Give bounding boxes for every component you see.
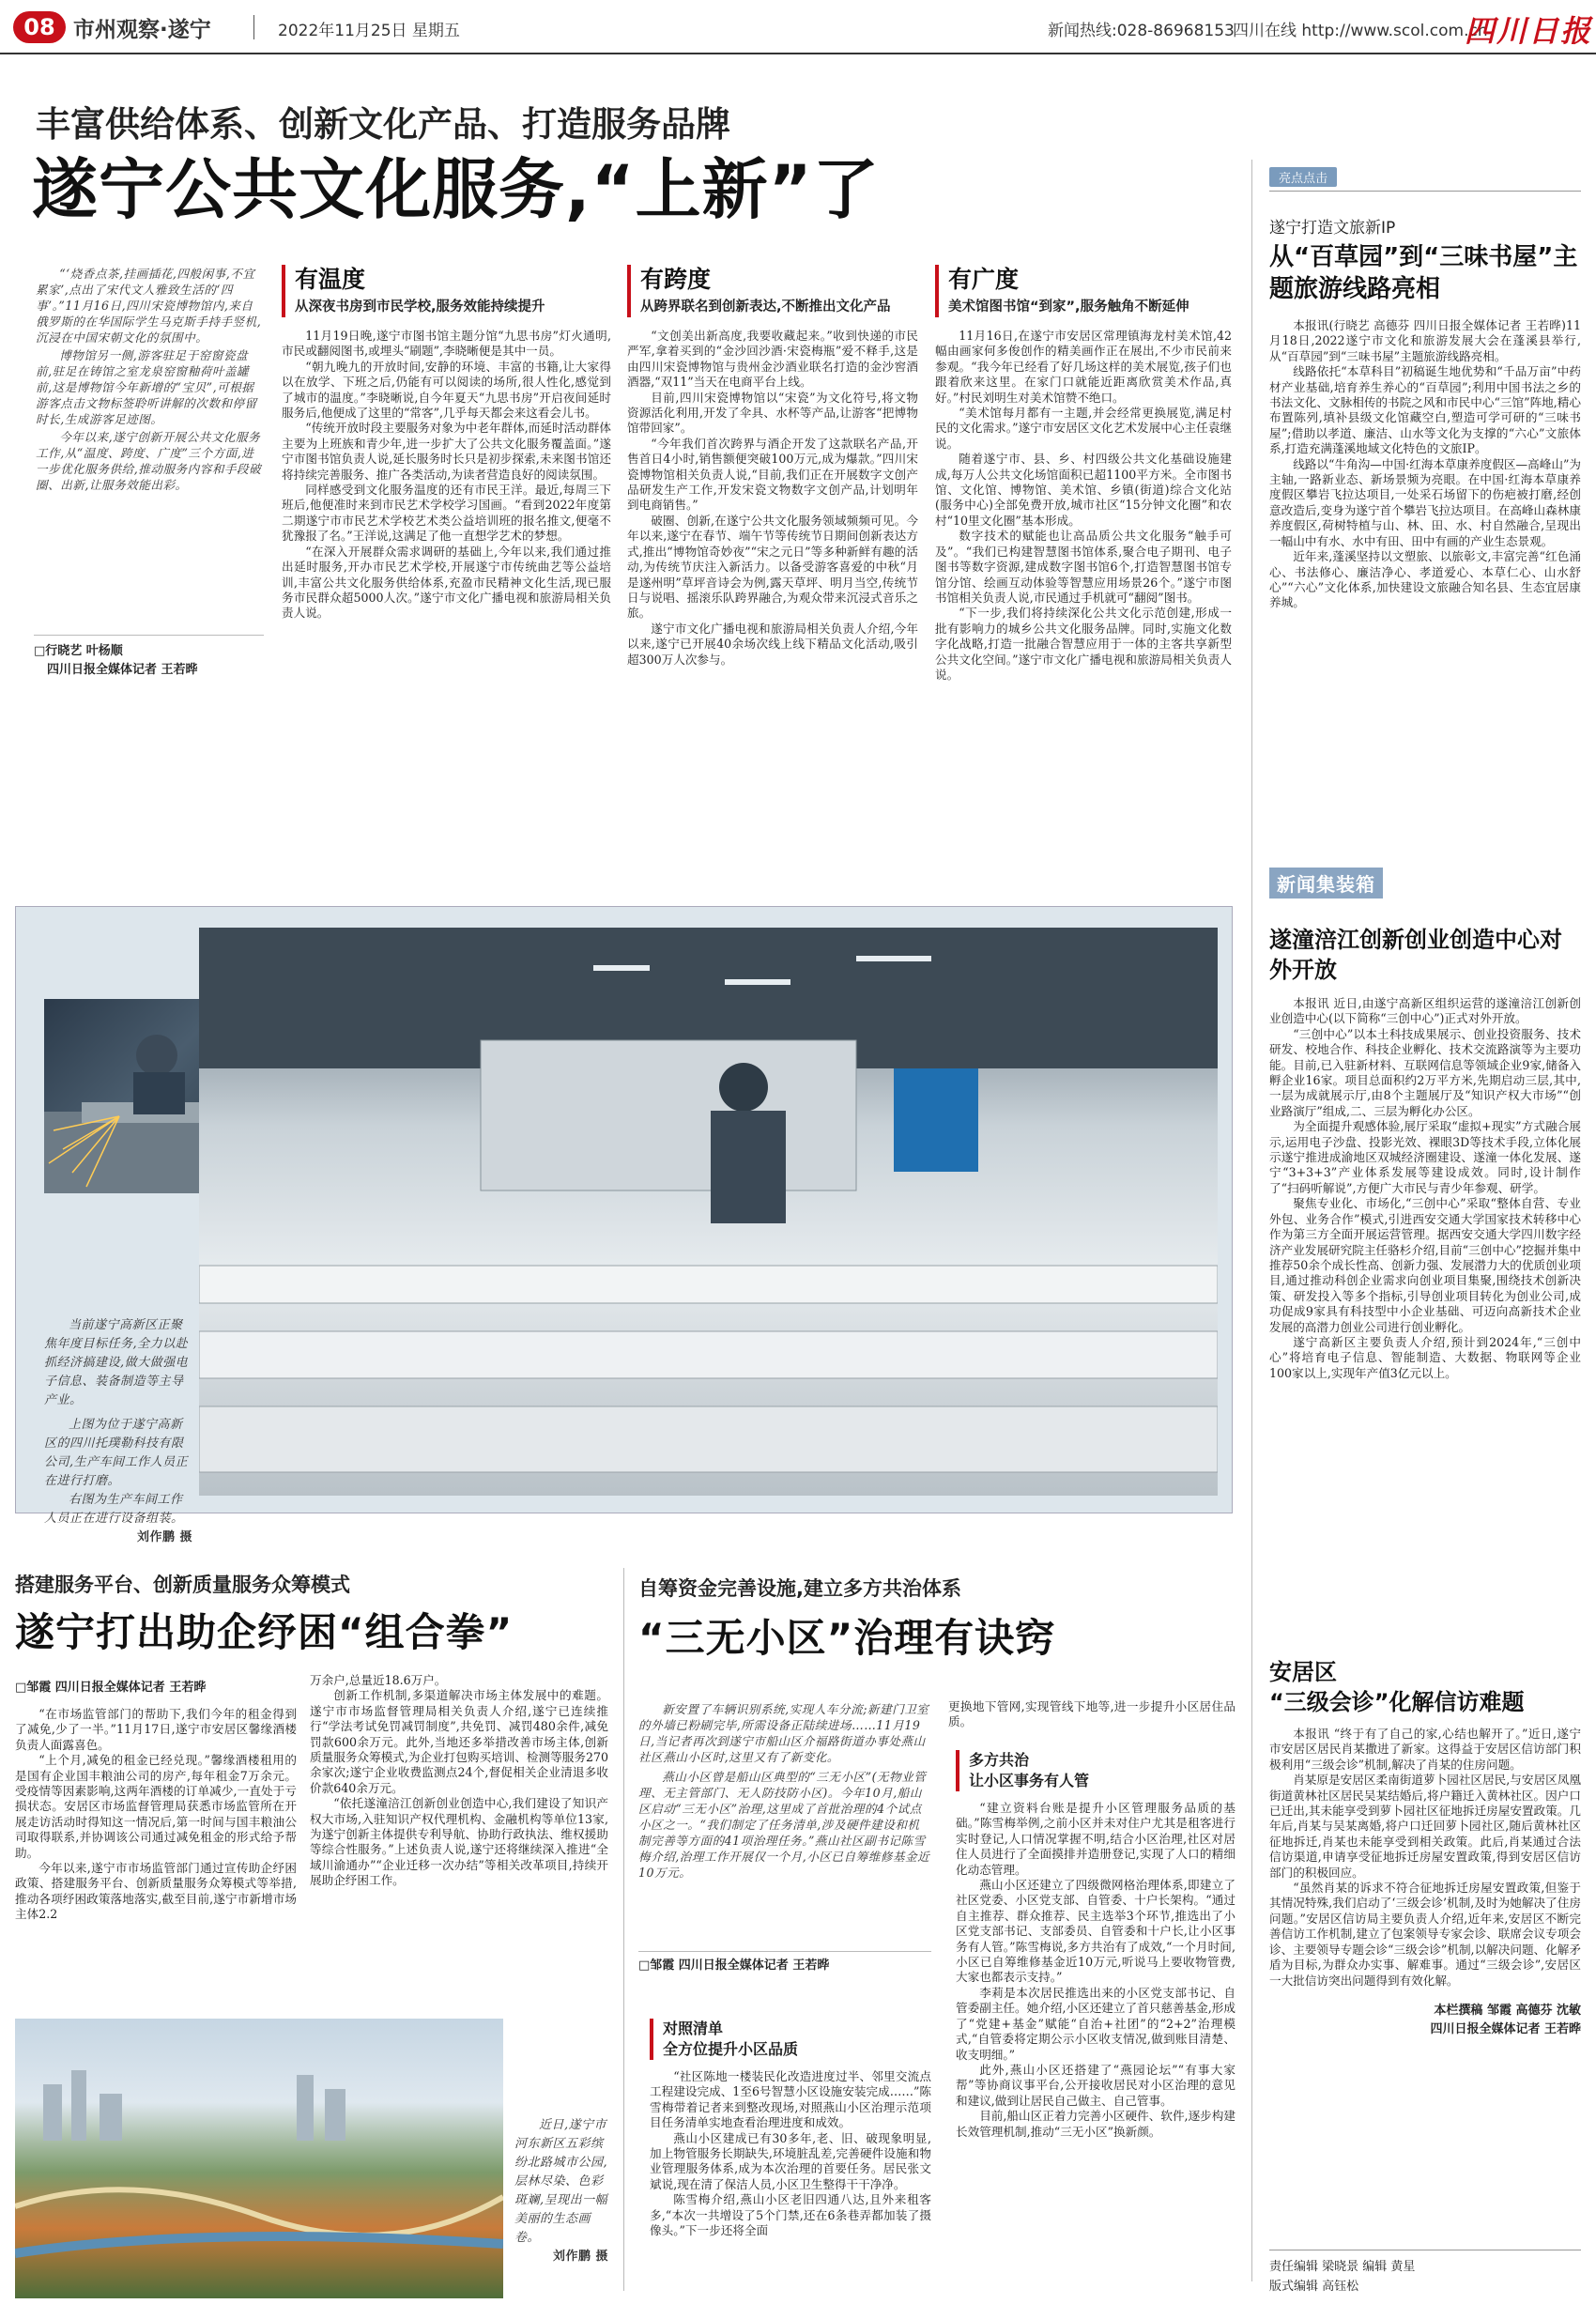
- para: “依托遂潼涪江创新创业创造中心,我们建设了知识产权大市场,入驻知识产权代理机构、金融机构等单位13家,为遂宁创新主体提供专利导航、协助行政执法、维权援助等综合性服务。”上述负责人说,遂宁还将继续深入推进“全域川渝通办”“企业迁移一次办结”等相关改革项目,持续开展助企纾困工作。: [310, 1796, 608, 1888]
- article-byline: □邹霞 四川日报全媒体记者 王若晔: [15, 1681, 207, 1695]
- article-headline: “三无小区”治理有诀窍: [638, 1615, 1056, 1661]
- photo-credit: 刘作鹏 摄: [552, 2250, 608, 2264]
- byline-authors: 本栏撰稿 邹霞 高德芬 沈敏: [1434, 2003, 1581, 2018]
- park-illustration: [15, 2019, 503, 2298]
- photo-park: [15, 2019, 503, 2298]
- para: “虽然肖某的诉求不符合征地拆迁房屋安置政策,但鉴于其情况特殊,我们启动了‘三级会诊’机制,及时为她解决了住房问题。”安居区信访局主要负责人介绍,近年来,安居区不断完善信访工作机制,建立了包案领导专家会诊、联席会议专项会诊、主要领导专题会诊“三级会诊”机制,以解决问题、化解矛盾为目标,为群众办实事、解难事。通过“三级会诊”,安居区一大批信访突出问题得到有效化解。: [1269, 1881, 1581, 1988]
- byline-reporter: 四川日报全媒体记者 王若晔: [47, 663, 198, 677]
- newspaper-logo: 四川日报: [1465, 13, 1593, 49]
- article-body: [650, 2069, 931, 2238]
- subhead: [650, 2019, 931, 2060]
- sidebar-news-tag: 新闻集装箱: [1269, 868, 1383, 899]
- para: 更换地下管网,实现管线下地等,进一步提升小区居住品质。: [948, 1699, 1235, 1729]
- photo-feature: [15, 906, 1233, 1544]
- para: 同样感受到文化服务温度的还有市民王洋。最近,每周三下班后,他便准时来到市民艺术学校学习国画。“看到2022年度第二期遂宁市市民艺术学校艺术类公益培训班的报名推文,便毫不犹豫报了名。”王洋说,这满足了他一直想学艺术的梦想。: [282, 483, 611, 544]
- para: “建立资料台账是提升小区管理服务品质的基础。”陈雪梅举例,之前小区并未对住户尤其是租客进行实时登记,人口情况掌握不明,结合小区治理,社区对居住人员进行了全面摸排并造册登记,实现了人口的精细化动态管理。: [956, 1801, 1235, 1877]
- para: “传统开放时段主要服务对象为中老年群体,而延时活动群体主要为上班族和青少年,进一步扩大了公共文化服务覆盖面。”遂宁市图书馆负责人说,延长服务时长只是初步探索,未来图书馆还将持续完善服务、推广各类活动,为读者营造良好的阅读氛围。: [282, 421, 611, 482]
- subhead-dek: 从深夜书房到市民学校,服务效能持续提升: [295, 300, 545, 315]
- news-headline: 遂潼涪江创新创业创造中心对外开放: [1269, 927, 1562, 983]
- caption-para: 当前遂宁高新区正聚焦年度目标任务,全力以赴抓经济搞建设,做大做强电子信息、装备制造等主导产业。: [44, 1318, 189, 1407]
- para: 11月19日晚,遂宁市图书馆主题分馆“九思书房”灯火通明,市民或翻阅图书,或埋头“刷题”,李晓晰便是其中一员。: [282, 329, 611, 359]
- lead-col-temperature: [282, 265, 611, 622]
- lead-kicker: 丰富供给体系、创新文化产品、打造服务品牌: [36, 104, 730, 145]
- para: 今年以来,遂宁市市场监管部门通过宣传助企纾困政策、搭建服务平台、创新质量服务众筹模式等举措,推动各项纾困政策落地落实,截至目前,遂宁市新增市场主体2.2: [15, 1861, 297, 1922]
- skyline-shapes: [43, 2070, 345, 2141]
- para: 近年来,蓬溪坚持以文塑旅、以旅彰文,丰富完善“红色涌心、书法修心、廉洁净心、孝道爱心、本草仁心、山水舒心”“六心”文化体系,加快建设文旅融合知名县、生态宜居康养城。: [1269, 549, 1581, 610]
- worker-body-shape: [711, 1111, 786, 1223]
- para: “社区陈地一楼装民化改造进度过半、邻里交流点工程建设完成、1至6号智慧小区设施安装完成……”陈雪梅带着记者来到整改现场,对照燕山小区治理示范项目任务清单实地查看治理进度和成效。: [650, 2069, 931, 2130]
- para: 遂宁市文化广播电视和旅游局相关负责人介绍,今年以来,遂宁已开展40余场次线上线下精品文化活动,吸引超300万人次参与。: [627, 621, 918, 667]
- article-body: [935, 329, 1232, 683]
- divider: [1269, 191, 1581, 192]
- worker-head-shape: [136, 1035, 177, 1076]
- lead-intro: [36, 266, 264, 493]
- subhead-title: 有广度: [948, 266, 1020, 293]
- para: 肖某原是安居区柔南街道萝卜园社区居民,与安居区凤凰街道黄林社区居民吴某结婚后,将户籍迁入黄林社区。因户口已迁出,其未能享受到萝卜园社区征地拆迁房屋安置政策。几年后,肖某与吴某离婚,将户口迁回萝卜园社区,随后黄林社区征地拆迁,肖某也未能享受到相关政策。此后,肖某通过合法信访渠道,申请享受征地拆迁房屋安置政策,得到安居区信访部门的积极回应。: [1269, 1773, 1581, 1880]
- subhead-line1: 多方共治: [969, 1751, 1030, 1769]
- sidebar-kicker: 遂宁打造文旅新IP: [1269, 219, 1396, 238]
- news-headline-line2: “三级会诊”化解信访难题: [1269, 1689, 1525, 1715]
- para: 11月16日,在遂宁市安居区常理镇海龙村美术馆,42幅由画家何多俊创作的精美画作正在展出,不少市民前来参观。“我今年已经看了好几场这样的美术展览,孩子们也跟着欣来这里。在家门口就能近距离欣赏美术作品,真好。”村民刘明生对美术馆赞不绝口。: [935, 329, 1232, 405]
- para: 线路依托“本草科目”初稿诞生地优势和“千品万亩”中药材产业基础,培育养生养心的“百草园”;利用中国书法之乡的书法文化、文脉相传的书院之风和市民中心“三馆”阵地,精心布置陈列,填补县级文化馆藏空白,塑造可学可研的“三味书屋”;借助以孝道、廉洁、山水等文化为支撑的“六心”文旅体系,打造充满蓬溪地域文化特色的文旅IP。: [1269, 364, 1581, 456]
- article-kicker: 自筹资金完善设施,建立多方共治体系: [638, 1577, 961, 1600]
- worker-body-shape: [133, 1072, 185, 1114]
- lead-headline: 遂宁公共文化服务,“上新”了: [32, 151, 880, 228]
- caption-para: 上图为位于遂宁高新区的四川托璞勒科技有限公司,生产车间工作人员正在进行打磨。: [44, 1418, 189, 1488]
- website-link[interactable]: 四川在线 http://www.scol.com.cn: [1233, 22, 1488, 40]
- lead-intro-para: “‘烧香点茶,挂画插花,四般闲事,不宜累家’,点出了宋代文人雅致生活的‘四事’。”11月16日,四川宋瓷博物馆内,来自俄罗斯的在华国际学生马克斯手持手竖机,沉浸在中国宋朝文化的氛围中。: [36, 267, 262, 345]
- article-body: [956, 1801, 1235, 2140]
- para: 本报讯 “终于有了自己的家,心结也解开了。”近日,遂宁市安居区居民肖某撒进了新家。这得益于安居区信访部门积极利用“三级会诊”机制,解决了肖某的住房问题。: [1269, 1727, 1581, 1772]
- sidebar-feature: [1269, 167, 1581, 611]
- photo-caption: [44, 1316, 192, 1547]
- subhead-line2: 让小区事务有人管: [969, 1772, 1090, 1789]
- article-intro: [638, 1701, 931, 1881]
- para: “朝九晚九的开放时间,安静的环境、丰富的书籍,让大家得以在放学、下班之后,仍能有可以阅读的场所,很人性化,感觉到了城市的温度。”李晓晰说,自今年夏天“九思书房”开启夜间延时服务后,他便成了这里的“常客”,几乎每天都会来这看会儿书。: [282, 359, 611, 421]
- conveyor-shape: [199, 1331, 1218, 1378]
- lead-intro-para: 博物馆另一侧,游客驻足于窑窗瓷盘前,驻足在铸馆之室龙泉窑窗釉荷叶盖罐前,这是博物馆今年新增的“宝贝”,可根据游客点击文物标签聆听讲解的次数和停留时长,生成游客足迹图。: [36, 348, 257, 426]
- para: 目前,四川宋瓷博物馆以“宋瓷”为文化符号,将文物资源活化利用,开发了伞具、水杯等产品,让游客“把博物馆带回家”。: [627, 390, 918, 436]
- article-section: [650, 2019, 931, 2238]
- page-header: [0, 0, 1596, 54]
- subhead-dek: 从跨界联名到创新表达,不断推出文化产品: [640, 300, 891, 315]
- para: “三创中心”以本土科技成果展示、创业投资服务、技术研发、校地合作、科技企业孵化、技术交流路演等为主要功能。目前,已入驻新材料、互联网信息等领域企业9家,储备入孵企业16家。项目总面积约2万平方米,先期启动三层,其中,一层为成就展示厅,由8个主题展厅及“知识产权大市场”“创业路演厅”组成,二、三层为孵化办公区。: [1269, 1026, 1581, 1118]
- subhead-title: 有温度: [295, 266, 366, 293]
- factory-illustration: [199, 928, 1218, 1496]
- subhead-line2: 全方位提升小区品质: [663, 2040, 799, 2058]
- para: “在深入开展群众需求调研的基础上,今年以来,我们通过推出延时服务,开办市民艺术学校,开展遂宁市传统曲艺等公益培训,丰富公共文化服务供给体系,充盈市民精神文化生活,现已服务市民群众超5000人次。”遂宁市文化广播电视和旅游局相关负责人说。: [282, 544, 611, 621]
- river-shape: [15, 2236, 503, 2253]
- caption-para: 右图为生产车间工作人员正在进行设备组装。: [44, 1493, 184, 1526]
- lead-col-span: [627, 265, 918, 668]
- subhead: [935, 265, 1232, 317]
- layout-editor-line: 版式编辑 高钰松: [1269, 2280, 1359, 2294]
- para: “美术馆每月都有一主题,并会经常更换展览,满足村民的文化需求。”遂宁市安居区文化艺术发展中心主任袁继说。: [935, 406, 1232, 451]
- article-body: [310, 1673, 608, 1889]
- para: “上个月,减免的租金已经兑现。”馨缘酒楼租用的是国有企业国丰粮油公司的房产,每年租金7万余元。受疫情等因素影响,这两年酒楼的订单减少,一直处于亏损状态。安居区市场监督管理局获悉市场监管所在开展走访活动时得知这一情况后,第一时间与国丰粮油公司取得联系,并协调该公司通过减免租金的形式给予帮助。: [15, 1753, 297, 1860]
- worker-head-shape: [719, 1063, 768, 1112]
- subhead-dek: 美术馆图书馆“到家”,服务触角不断延伸: [948, 300, 1189, 315]
- para: 破圈、创新,在遂宁公共文化服务领域频频可见。今年以来,遂宁在春节、端午节等传统节日期间创新表达方式,推出“博物馆奇妙夜”“宋之元日”等多种新鲜有趣的活动,为传统节庆注入新活力。以备受游客喜爱的中秋“月是遂州明”草坪音诗会为例,露天草坪、明月当空,传统节日与说唱、摇滚乐队跨界融合,为观众带来沉浸式音乐之旅。: [627, 513, 918, 621]
- article-body: [15, 1707, 297, 1923]
- byline-reporter: 四川日报全媒体记者 王若晔: [1430, 2021, 1581, 2036]
- sidebar-news-2: [1269, 1657, 1581, 2039]
- article-section: [956, 1750, 1235, 2140]
- article-community: [638, 1574, 1239, 1664]
- photo-credit: 刘作鹏 摄: [136, 1530, 192, 1544]
- editor-credits: [1269, 2257, 1581, 2296]
- intro-para: 新安置了车辆识别系统,实现人车分流;新建门卫室的外墙已粉刷完毕,所需设备正陆续进场……11月19日,当记者再次到遂宁市船山区介福路街道办事处燕山社区燕山小区时,这里又有了新变化。: [638, 1702, 929, 1764]
- para: 陈雪梅介绍,燕山小区老旧四通八达,且外来租客多,“本次一共增设了5个门禁,还在6条巷弄都加装了摄像头。”下一步还将全面: [650, 2192, 931, 2238]
- subhead-line1: 对照清单: [663, 2020, 724, 2037]
- para: 李莉是本次居民推选出来的小区党支部书记、自管委副主任。她介绍,小区还建立了首只慈善基金,形成了“党建+基金”赋能“自治+社团”的“2+2”治理模式,“自管委将定期公示小区收支情况,做到账目清楚、收支明细。”: [956, 1985, 1235, 2062]
- park-caption: [514, 2116, 608, 2266]
- section-name: 市州观察·遂宁: [73, 18, 211, 42]
- para: 创新工作机制,多渠道解决市场主体发展中的难题。遂宁市市场监督管理局相关负责人介绍,遂宁已连续推行“学法考试免罚减罚制度”,共免罚、减罚480余件,减免罚款600余万元。此外,当地还多举措改善市场主体,创新质量服务众筹模式,为企业打包购买培训、检测等服务270余家次;遂宁企业收费监测点24个,督促相关企业清退多收价款640余万元。: [310, 1688, 608, 1795]
- article-headline: 遂宁打出助企纾困“组合拳”: [15, 1609, 514, 1655]
- header-divider: [253, 15, 254, 39]
- machine-frame-shape: [481, 1040, 856, 1190]
- sidebar-headline: 从“百草园”到“三味书屋”主题旅游线路亮相: [1269, 243, 1578, 303]
- conveyor-shape: [199, 1406, 1218, 1472]
- para: 本报讯 近日,由遂宁高新区组织运营的遂潼涪江创新创业创造中心(以下简称“三创中心”)正式对外开放。: [1269, 996, 1581, 1026]
- photo-assembly: [199, 928, 1218, 1496]
- intro-para: 燕山小区曾是船山区典型的“三无小区”(无物业管理、无主管部门、无人防技防小区)。今年10月,船山区启动“三无小区”治理,这里成了首批治理的4个试点小区之一。“我们制定了任务清单,涉及硬件建设和机制完善等方面的41项治理任务。”燕山社区副书记陈雪梅介绍,治理工作开展仅一个月,小区已自筹维修基金近10万元。: [638, 1770, 930, 1880]
- para: “在市场监管部门的帮助下,我们今年的租金得到了减免,少了一半。”11月17日,遂宁市安居区馨缘酒楼负责人面露喜色。: [15, 1707, 297, 1752]
- page-number-badge: 08: [13, 11, 66, 43]
- sidebar-tag: 亮点点击: [1269, 167, 1337, 187]
- article-body: [1269, 1727, 1581, 1989]
- column-rule: [623, 1568, 624, 2291]
- para: 本报讯(行晓艺 高德芬 四川日报全媒体记者 王若晔)11月18日,2022遂宁市文化和旅游发展大会在蓬溪县举行,从“百草园”到“三味书屋”主题旅游线路亮相。: [1269, 318, 1581, 363]
- para: 数字技术的赋能也让高品质公共文化服务“触手可及”。“我们已构建智慧图书馆体系,聚合电子期刊、电子图书等数字资源,建成数字图书馆6个,打造智慧图书馆专馆分馆、绘画互动体验等智慧应用场景26个。”遂宁市图书馆相关负责人说,市民通过手机就可“翻阅”图书。: [935, 529, 1232, 605]
- caption-para: 近日,遂宁市河东新区五彩缤纷北路城市公园,层林尽染、色彩斑斓,呈现出一幅美丽的生态画卷。: [514, 2118, 608, 2245]
- news-hotline: 新闻热线:028-86968153: [1048, 22, 1235, 40]
- sidebar-news: [1269, 868, 1581, 1381]
- para: 聚焦专业化、市场化,“三创中心”采取“整体自营、专业外包、业务合作”模式,引进西安交通大学国家技术转移中心作为第三方全面开展运营管理。据西安交通大学四川数字经济产业发展研究院主任骆杉介绍,目前“三创中心”挖掘并集中推荐50余个成长性高、创新力强、发展潜力大的优质创业项目,通过推动科创企业需求向创业项目集聚,围绕技术创新决策、研发投入等多个指标,引导创业项目转化为创业公司,成功促成9家具有科技型中小企业基础、可迈向高新技术企业发展的高潜力创业公司进行创业孵化。: [1269, 1196, 1581, 1334]
- para: 为全面提升观感体验,展厅采取“虚拟+现实”方式融合展示,运用电子沙盘、投影光效、裸眼3D等技术手段,立体化展示遂宁推进成渝地区双城经济圈建设、遂潼一体化发展、遂宁“3+3+3”产业体系发展等建设成效。同时,设计制作了“扫码听解说”,方便广大市民与青少年参观、研学。: [1269, 1119, 1581, 1195]
- para: 随着遂宁市、县、乡、村四级公共文化基础设施建成,每万人公共文化场馆面积已超1100平方米。全市图书馆、文化馆、博物馆、美术馆、乡镇(街道)综合文化站(服务中心)全部免费开放,城市社区“15分钟文化圈”和农村“10里文化圈”基本形成。: [935, 452, 1232, 528]
- lead-byline: [34, 642, 264, 680]
- article-body: [282, 329, 611, 622]
- para: 万余户,总量近18.6万户。: [310, 1673, 447, 1687]
- para: “下一步,我们将持续深化公共文化示范创建,形成一批有影响力的城乡公共文化服务品牌。同时,实施文化数字化战略,打造一批融合智慧应用于一体的主客共享新型公共文化空间。”遂宁市文化广播电视和旅游局相关负责人说。: [935, 606, 1232, 682]
- para: 目前,船山区正着力完善小区硬件、软件,逐步构建长效管理机制,推动“三无小区”换新颜。: [956, 2109, 1235, 2139]
- lead-col-breadth: [935, 265, 1232, 683]
- issue-date: 2022年11月25日 星期五: [278, 22, 460, 40]
- conveyor-shape: [199, 1266, 1218, 1303]
- editors-line: 责任编辑 梁晓景 编辑 黄星: [1269, 2260, 1416, 2274]
- article-body: [1269, 318, 1581, 611]
- divider: [638, 1951, 931, 1952]
- para: 燕山小区建成已有30多年,老、旧、破现象明显,加上物管服务长期缺失,环境脏乱差,完善硬件设施和物业管理服务体系,成为本次治理的首要任务。居民张文斌说,现在清了保洁人员,小区卫生整得干干净净。: [650, 2130, 931, 2191]
- subhead: [627, 265, 918, 317]
- blue-panel-shape: [894, 1068, 978, 1172]
- divider: [34, 635, 264, 636]
- column-rule: [1251, 160, 1252, 2281]
- subhead-title: 有跨度: [640, 266, 712, 293]
- para: 燕山小区还建立了四级微网格治理体系,即建立了社区党委、小区党支部、自管委、十户长架构。“通过自主推荐、群众推荐、民主选举3个环节,推选出了小区党支部书记、支部委员、自管委和十户长,让小区事务有人管。”陈雪梅说,多方共治有了成效,“一个月时间,小区已自筹维修基金近10万元,听说马上要收物管费,大家也都表示支持。”: [956, 1878, 1235, 1985]
- para: 线路以“牛角沟—中国·红海本草康养度假区—高峰山”为主轴,一路新业态、新场景频为亮眼。在中国·红海本草康养度假区攀岩飞拉达项目,一处采石场留下的伤疤被打磨,经创意改造后,变身为遂宁首个攀岩飞拉达项目。在高峰山森林康养度假区,荷树特植与山、林、田、水、村自然融合,呈现出一幅山中有水、水中有田、田中有画的产业生态景观。: [1269, 456, 1581, 548]
- para: 遂宁高新区主要负责人介绍,预计到2024年,“三创中心”将培育电子信息、智能制造、大数据、物联网等企业100家以上,实现年产值3亿元以上。: [1269, 1334, 1581, 1380]
- para: 此外,燕山小区还搭建了“燕园论坛”“有事大家帮”等协商议事平台,公开接收居民对小区治理的意见和建议,做到让居民自己做主、自己管事。: [956, 2062, 1235, 2108]
- byline-authors: □行晓艺 叶杨顺: [34, 644, 123, 658]
- article-body: [1269, 996, 1581, 1381]
- lead-intro-para: 今年以来,遂宁创新开展公共文化服务工作,从“温度、跨度、广度”三个方面,进一步优化服务供给,推动服务内容和手段破圈、出新,让服务效能出彩。: [36, 430, 262, 492]
- article-kicker: 搭建服务平台、创新质量服务众筹模式: [15, 1574, 350, 1596]
- path-shape: [15, 2189, 503, 2235]
- subhead: [956, 1750, 1235, 1791]
- news-headline-line1: 安居区: [1269, 1659, 1337, 1685]
- article-byline: □邹霞 四川日报全媒体记者 王若晔: [638, 1958, 830, 1973]
- subhead: [282, 265, 611, 317]
- para: “文创美出新高度,我要收藏起来。”收到快递的市民严军,拿着买到的“金沙回沙酒·宋瓷梅瓶”爱不释手,这是由四川宋瓷博物馆与贵州金沙酒业联名打造的金沙窖酒酒器,“双11”当天在电商平台上线。: [627, 329, 918, 390]
- article-body: [627, 329, 918, 668]
- para: “今年我们首次跨界与酒企开发了这款联名产品,开售首日4小时,销售额便突破100万元,成为爆款。”四川宋瓷博物馆相关负责人说,“目前,我们正在开展数字文创产品研发生产工作,开发宋瓷文物数字文创产品,计划明年到电商销售。”: [627, 436, 918, 513]
- article-body: [948, 1699, 1235, 1730]
- news-byline: [1269, 2002, 1581, 2039]
